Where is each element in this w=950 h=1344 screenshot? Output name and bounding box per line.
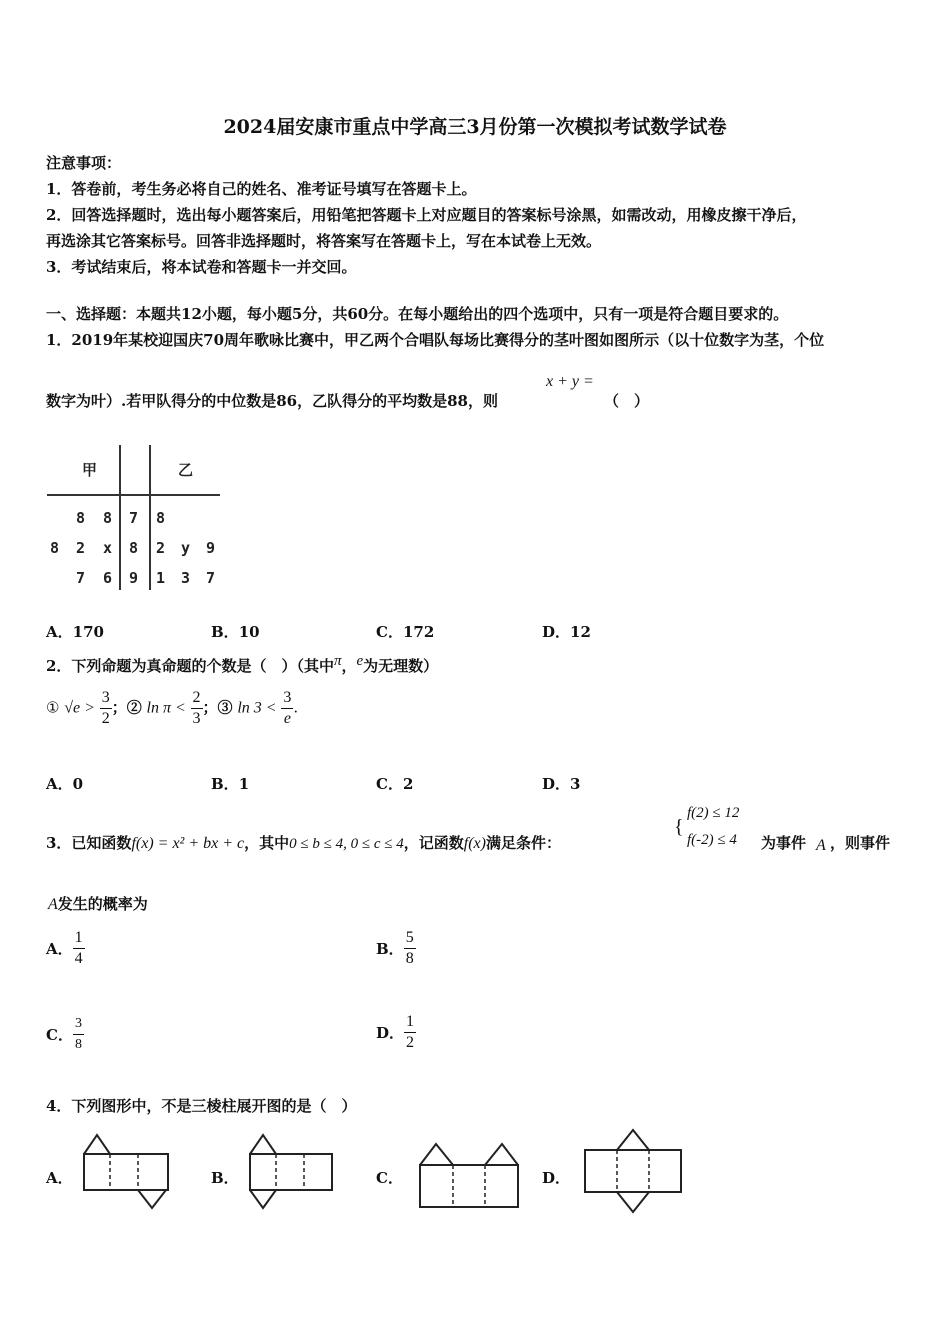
q3-condition-1: f(2) ≤ 12 bbox=[687, 805, 740, 821]
q1-stem-line2: 数字为叶）.若甲队得分的中位数是86，乙队得分的平均数是88，则 bbox=[46, 392, 498, 410]
q4-stem: 4．下列图形中，不是三棱柱展开图的是（ ） bbox=[46, 1097, 357, 1115]
q2-option-a[interactable]: A．0 bbox=[46, 775, 84, 793]
plot-stem: 8 bbox=[129, 539, 139, 557]
q1-option-d[interactable]: D．12 bbox=[542, 623, 591, 641]
q4-option-a-label[interactable]: A． bbox=[46, 1169, 73, 1187]
plot-header-left: 甲 bbox=[82, 461, 98, 479]
q2-claims: ① √e > $\frac{3}{2}$ ；② ln π < $\frac{2}{3}$ ；③ ln 3 < $\frac{3}{e}$ . bbox=[46, 689, 299, 727]
q1-expr: x + y = bbox=[546, 373, 594, 390]
stem-leaf-plot bbox=[40, 440, 240, 600]
plot-leaf: y bbox=[181, 539, 191, 557]
plot-stem: 9 bbox=[129, 569, 139, 587]
plot-leaf: 9 bbox=[206, 539, 216, 557]
plot-leaf: 8 bbox=[76, 509, 86, 527]
plot-leaf: 7 bbox=[206, 569, 216, 587]
q3-event-symbol: A bbox=[816, 837, 826, 854]
q2-option-d[interactable]: D．3 bbox=[542, 775, 581, 793]
q3-option-c[interactable]: C． $\frac{3}{8}$ bbox=[46, 1016, 82, 1052]
q4-option-a-net[interactable] bbox=[80, 1132, 170, 1212]
q1-option-a[interactable]: A．170 bbox=[46, 623, 104, 641]
q4-option-b-net[interactable] bbox=[246, 1132, 336, 1212]
q3-stem-event: 为事件 bbox=[761, 834, 807, 852]
q2-option-b[interactable]: B．1 bbox=[211, 775, 250, 793]
q1-option-c[interactable]: C．172 bbox=[376, 623, 435, 641]
plot-leaf: 8 bbox=[103, 509, 113, 527]
q3-stem-tail: ，则事件 bbox=[830, 834, 891, 852]
plot-leaf: 6 bbox=[103, 569, 113, 587]
q4-option-d-label[interactable]: D． bbox=[542, 1169, 571, 1187]
plot-header-right: 乙 bbox=[178, 461, 194, 479]
plot-leaf: 8 bbox=[156, 509, 166, 527]
page-title: 2024届安康市重点中学高三3月份第一次模拟考试数学试卷 bbox=[223, 116, 727, 138]
notice-line-2a: 2．回答选择题时，选出每小题答案后，用铅笔把答题卡上对应题目的答案标号涂黑，如需改动，用橡皮擦干净后， bbox=[46, 206, 807, 224]
plot-leaf: 3 bbox=[181, 569, 191, 587]
notice-heading: 注意事项： bbox=[46, 154, 122, 172]
q4-option-b-label[interactable]: B． bbox=[211, 1169, 239, 1187]
q3-option-b[interactable]: B． $\frac{5}{8}$ bbox=[376, 929, 414, 967]
plot-leaf: 1 bbox=[156, 569, 166, 587]
notice-line-1: 1．答卷前，考生务必将自己的姓名、准考证号填写在答题卡上。 bbox=[46, 180, 477, 198]
plot-leaf: 2 bbox=[156, 539, 166, 557]
q1-option-b[interactable]: B．10 bbox=[211, 623, 260, 641]
plot-leaf: 2 bbox=[76, 539, 86, 557]
notice-line-2b: 再选涂其它答案标号。回答非选择题时，将答案写在答题卡上，写在本试卷上无效。 bbox=[46, 232, 602, 250]
plot-leaf: 7 bbox=[76, 569, 86, 587]
q3-stem-line1: 3．已知函数f(x) = x² + bx + c，其中0 ≤ b ≤ 4, 0 ≤ c ≤ 4，记函数f(x)满足条件： bbox=[46, 834, 561, 852]
q3-option-d[interactable]: D． $\frac{1}{2}$ bbox=[376, 1013, 415, 1051]
q4-option-d-net[interactable] bbox=[583, 1128, 683, 1218]
section-heading: 一、选择题：本题共12小题，每小题5分，共60分。在每小题给出的四个选项中，只有一项是符合题目要求的。 bbox=[46, 305, 789, 323]
plot-leaf: 8 bbox=[50, 539, 60, 557]
q2-option-c[interactable]: C．2 bbox=[376, 775, 414, 793]
q3-option-a[interactable]: A． $\frac{1}{4}$ bbox=[46, 929, 83, 967]
q3-brace: { bbox=[674, 816, 684, 838]
q1-paren: （ ） bbox=[604, 392, 650, 410]
q1-stem-line1: 1．2019年某校迎国庆70周年歌咏比赛中，甲乙两个合唱队每场比赛得分的茎叶图如图所示（以十位数字为茎，个位 bbox=[46, 331, 825, 349]
notice-line-3: 3．考试结束后，将本试卷和答题卡一并交回。 bbox=[46, 258, 357, 276]
plot-leaf: x bbox=[103, 539, 113, 557]
plot-stem: 7 bbox=[129, 509, 139, 527]
q2-stem: 2．下列命题为真命题的个数是（ ）（其中π，e为无理数） bbox=[46, 653, 439, 675]
q4-option-c-label[interactable]: C． bbox=[376, 1169, 403, 1187]
q3-stem-line2: A发生的概率为 bbox=[48, 895, 148, 913]
q4-option-c-net[interactable] bbox=[416, 1140, 522, 1212]
q3-condition-2: f(-2) ≤ 4 bbox=[687, 832, 737, 848]
